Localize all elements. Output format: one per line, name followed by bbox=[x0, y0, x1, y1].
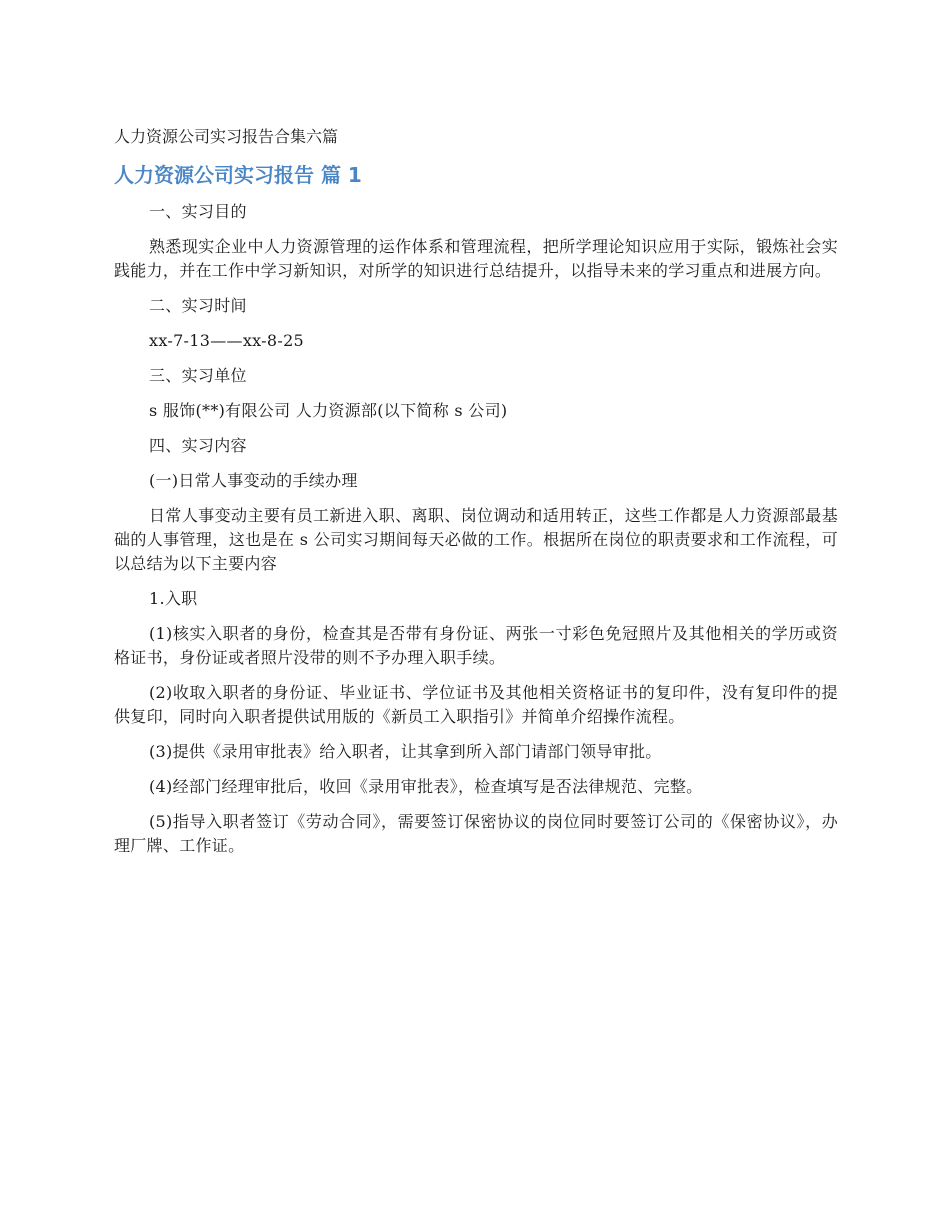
list-item-onboarding-1: (1)核实入职者的身份，检查其是否带有身份证、两张一寸彩色免冠照片及其他相关的学历或资格证书，身份证或者照片没带的则不予办理入职手续。 bbox=[114, 624, 838, 667]
subheading-onboarding: 1.入职 bbox=[149, 589, 198, 608]
subheading-personnel-changes: (一)日常人事变动的手续办理 bbox=[149, 471, 358, 490]
paragraph-internship-time: xx-7-13——xx-8-25 bbox=[149, 331, 305, 350]
paragraph-internship-unit: s 服饰(**)有限公司 人力资源部(以下简称 s 公司) bbox=[149, 401, 508, 420]
list-item-onboarding-3: (3)提供《录用审批表》给入职者，让其拿到所入部门请部门领导审批。 bbox=[149, 742, 662, 761]
section-heading: 人力资源公司实习报告 篇 1 bbox=[114, 163, 362, 187]
document-body bbox=[114, 124, 838, 869]
heading-internship-unit: 三、实习单位 bbox=[149, 366, 247, 385]
heading-internship-purpose: 一、实习目的 bbox=[149, 202, 247, 221]
paragraph-personnel-changes: 日常人事变动主要有员工新进入职、离职、岗位调动和适用转正，这些工作都是人力资源部最基础的人事管理，这也是在 s 公司实习期间每天必做的工作。根据所在岗位的职责要求和工作流程，可以总结为以下主要内容 bbox=[114, 506, 838, 573]
heading-internship-time: 二、实习时间 bbox=[149, 296, 247, 315]
heading-internship-content: 四、实习内容 bbox=[149, 436, 247, 455]
list-item-onboarding-4: (4)经部门经理审批后，收回《录用审批表》，检查填写是否法律规范、完整。 bbox=[149, 777, 703, 796]
document-title: 人力资源公司实习报告合集六篇 bbox=[114, 127, 339, 146]
list-item-onboarding-2: (2)收取入职者的身份证、毕业证书、学位证书及其他相关资格证书的复印件，没有复印件的提供复印，同时向入职者提供试用版的《新员工入职指引》并简单介绍操作流程。 bbox=[114, 683, 838, 726]
list-item-onboarding-5: (5)指导入职者签订《劳动合同》，需要签订保密协议的岗位同时要签订公司的《保密协议》，办理厂牌、工作证。 bbox=[114, 812, 838, 855]
paragraph-internship-purpose: 熟悉现实企业中人力资源管理的运作体系和管理流程，把所学理论知识应用于实际，锻炼社会实践能力，并在工作中学习新知识，对所学的知识进行总结提升，以指导未来的学习重点和进展方向。 bbox=[114, 237, 838, 280]
